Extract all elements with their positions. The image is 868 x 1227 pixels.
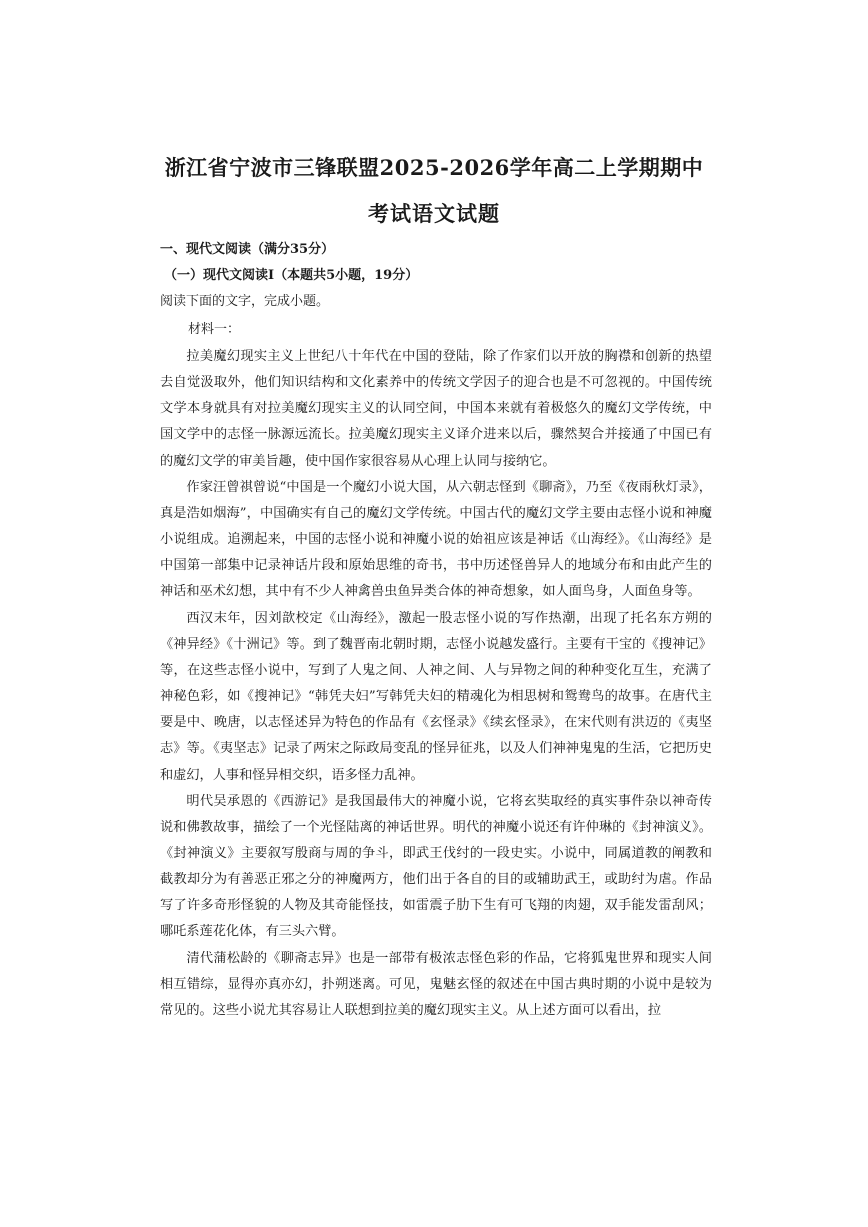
section-heading: 一、现代文阅读（满分35分） xyxy=(160,242,335,257)
reading-instruction: 阅读下面的文字，完成小题。 xyxy=(160,294,330,309)
passage-paragraph-4: 明代吴承恩的《西游记》是我国最伟大的神魔小说，它将玄奘取经的真实事件杂以神奇传说和佛教故事，描绘了一个光怪陆离的神话世界。明代的神魔小说还有许仲琳的《封神演义》。《封神演义》主要叙写殷商与周的争斗，即武王伐纣的一段史实。小说中，同属道教的阐教和截教却分为有善恶正邪之分的神魔两方，他们出于各自的目的或辅助武王，或助纣为虐。作品写了许多奇形怪貌的人物及其奇能怪技，如雷震子肋下生有可飞翔的肉翅，双手能发雷刮风；哪吒系莲花化体，有三头六臂。 xyxy=(160,793,712,940)
material-label: 材料一： xyxy=(188,322,241,337)
passage-paragraph-3: 西汉末年，因刘歆校定《山海经》，激起一股志怪小说的写作热潮，出现了托名东方朔的《神异经》《十洲记》等。到了魏晋南北朝时期，志怪小说越发盛行。主要有干宝的《搜神记》等，在这些志怪小说中，写到了人鬼之间、人神之间、人与异物之间的种种变化互生，充满了神秘色彩，如《搜神记》“韩凭夫妇”写韩凭夫妇的精魂化为相思树和鸳鸯鸟的故事。在唐代主要是中、晚唐，以志怪述异为特色的作品有《玄怪录》《续玄怪录》，在宋代则有洪迈的《夷坚志》等。《夷坚志》记录了两宋之际政局变乱的怪异征兆，以及人们神神鬼鬼的生活，它把历史和虚幻，人事和怪异相交织，语多怪力乱神。 xyxy=(160,610,712,783)
passage-paragraph-1: 拉美魔幻现实主义上世纪八十年代在中国的登陆，除了作家们以开放的胸襟和创新的热望去自觉汲取外，他们知识结构和文化素养中的传统文学因子的迎合也是不可忽视的。中国传统文学本身就具有对拉美魔幻现实主义的认同空间，中国本来就有着极悠久的魔幻文学传统，中国文学中的志怪一脉源远流长。拉美魔幻现实主义译介进来以后，骤然契合并接通了中国已有的魔幻文学的审美旨趣，使中国作家很容易从心理上认同与接纳它。 xyxy=(160,349,712,469)
passage-body xyxy=(160,344,712,1024)
passage-paragraph-5: 清代蒲松龄的《聊斋志异》也是一部带有极浓志怪色彩的作品，它将狐鬼世界和现实人间相互错综，显得亦真亦幻，扑朔迷离。可见，鬼魅玄怪的叙述在中国古典时期的小说中是较为常见的。这些小说尤其容易让人联想到拉美的魔幻现实主义。从上述方面可以看出，拉 xyxy=(160,950,712,1018)
document-title-line-1: 浙江省宁波市三锋联盟2025-2026学年高二上学期期中 xyxy=(164,155,704,180)
subsection-heading: （一）现代文阅读Ⅰ（本题共5小题，19分） xyxy=(164,268,419,283)
passage-paragraph-2: 作家汪曾祺曾说“中国是一个魔幻小说大国，从六朝志怪到《聊斋》，乃至《夜雨秋灯录》，真是浩如烟海”，中国确实有自己的魔幻文学传统。中国古代的魔幻文学主要由志怪小说和神魔小说组成。追溯起来，中国的志怪小说和神魔小说的始祖应该是神话《山海经》。《山海经》是中国第一部集中记录神话片段和原始思维的奇书，书中历述怪兽异人的地域分布和由此产生的神话和巫术幻想，其中有不少人神禽兽虫鱼异类合体的神奇想象，如人面鸟身，人面鱼身等。 xyxy=(160,479,712,600)
document-title-line-2: 考试语文试题 xyxy=(368,201,500,226)
